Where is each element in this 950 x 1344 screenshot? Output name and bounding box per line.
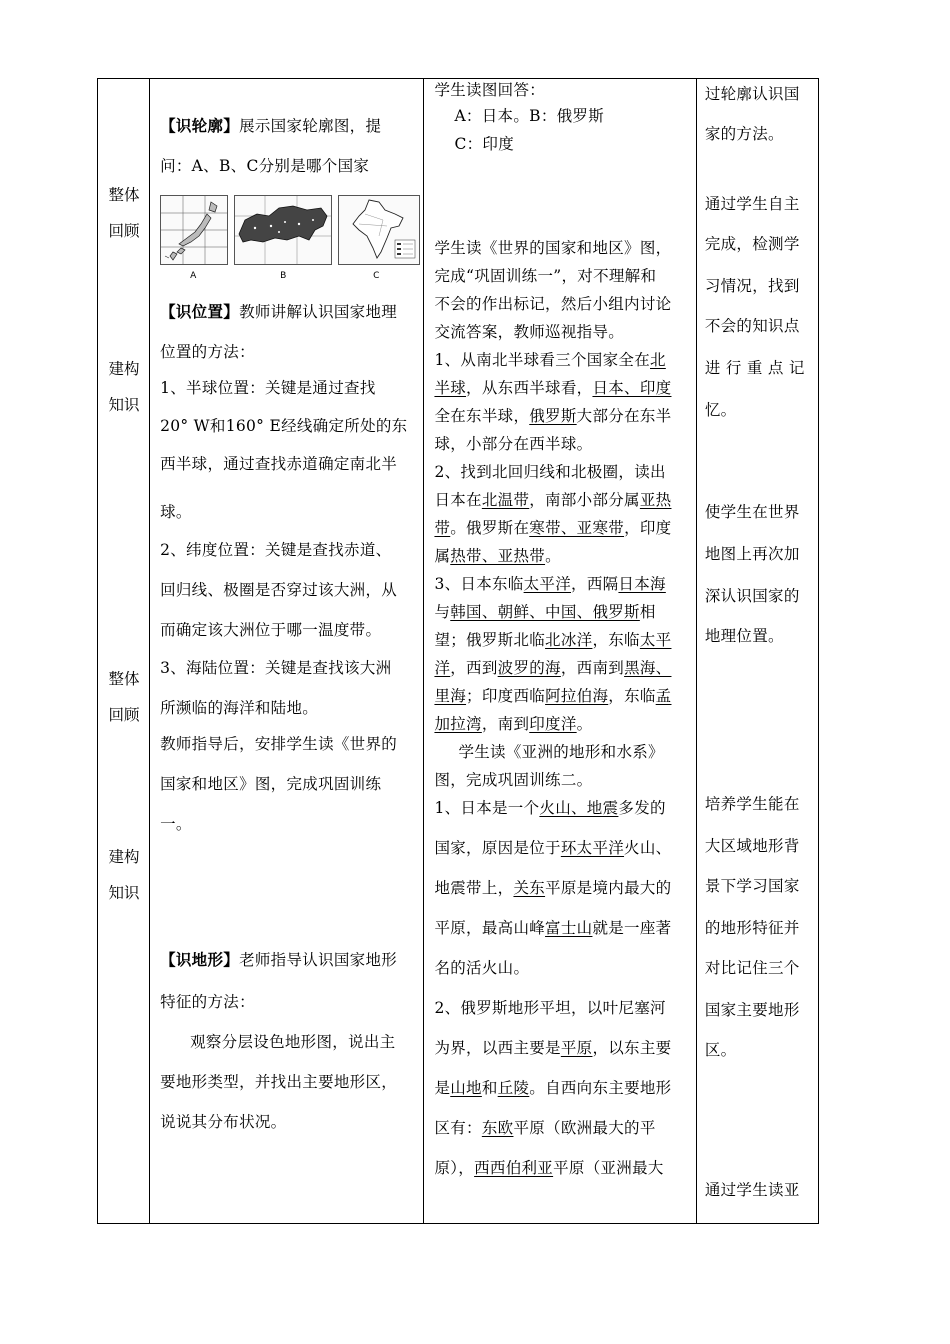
text: 要地形类型，并找出主要地形区， bbox=[160, 1073, 398, 1091]
answer: 亚热 bbox=[639, 491, 672, 509]
answer: 太平 bbox=[639, 631, 672, 649]
stage-label bbox=[98, 839, 150, 911]
stage-text: 整体 bbox=[108, 186, 140, 204]
answer: 洋 bbox=[434, 659, 451, 677]
text: 使学生在世界 bbox=[704, 503, 800, 521]
answer: 里海 bbox=[434, 687, 467, 705]
text: 培养学生能在 bbox=[704, 795, 800, 813]
text: 名的活火山。 bbox=[434, 959, 530, 977]
text: ，东临 bbox=[608, 687, 656, 705]
answer: 环太平洋 bbox=[560, 839, 625, 857]
text: 国家和地区》图，完成巩固训练 bbox=[160, 775, 382, 793]
india-outline-map bbox=[338, 195, 420, 265]
answer: 带 bbox=[434, 519, 451, 537]
text: 平原（欧洲最大的平 bbox=[513, 1119, 656, 1137]
text: 。自西向东主要地形 bbox=[529, 1079, 672, 1097]
text: 2、纬度位置：关键是查找赤道、 bbox=[160, 541, 392, 559]
text: 20° W和160° E经线确定所处的东 bbox=[160, 417, 408, 435]
answer: 黑海、 bbox=[624, 659, 672, 677]
text: ，南到 bbox=[481, 715, 530, 733]
text: 学生读《亚洲的地形和水系》 bbox=[458, 743, 664, 761]
answer: 寒带、亚寒带 bbox=[529, 519, 625, 537]
text: A：日本。B：俄罗斯 bbox=[454, 107, 605, 125]
text: 对比记住三个 bbox=[704, 959, 800, 977]
answer: 印度洋 bbox=[529, 715, 577, 733]
russia-outline-map bbox=[234, 195, 332, 265]
stage-label bbox=[98, 661, 150, 733]
text bbox=[434, 349, 665, 371]
text: 学生读图回答： bbox=[434, 81, 546, 99]
text: ，印度 bbox=[624, 519, 672, 537]
stage-text: 回顾 bbox=[108, 706, 140, 724]
text bbox=[434, 405, 671, 427]
text: 不会的知识点 bbox=[704, 317, 800, 335]
text: 与 bbox=[434, 603, 451, 621]
text bbox=[434, 797, 665, 819]
text: 过轮廓认识国 bbox=[704, 85, 800, 103]
text: 3、海陆位置：关键是查找该大洲 bbox=[160, 659, 392, 677]
answer: 北冰洋 bbox=[545, 631, 593, 649]
answer: 半球 bbox=[434, 379, 467, 397]
stage-text: 知识 bbox=[108, 396, 140, 414]
text: 。俄罗斯在 bbox=[450, 519, 530, 537]
text: 说说其分布状况。 bbox=[160, 1113, 287, 1131]
answer: 北温带 bbox=[481, 491, 530, 509]
table-row bbox=[98, 79, 819, 1224]
text bbox=[434, 877, 671, 899]
text: 日本在 bbox=[434, 491, 482, 509]
text: 地震带上， bbox=[434, 879, 514, 897]
stage-column bbox=[98, 79, 150, 1224]
text bbox=[434, 1077, 671, 1099]
text: 老师指导认识国家地形 bbox=[239, 951, 398, 969]
text: 平原，最高山峰 bbox=[434, 919, 546, 937]
stage-label bbox=[98, 177, 150, 249]
text: 区。 bbox=[704, 1041, 737, 1059]
answer: 加拉湾 bbox=[434, 715, 482, 733]
answer: 丘陵 bbox=[497, 1079, 530, 1097]
text: 2、俄罗斯地形平坦，以叶尼塞河 bbox=[434, 999, 666, 1017]
text: 景下学习国家 bbox=[704, 877, 800, 895]
text: 。 bbox=[576, 715, 593, 733]
text: 展示国家轮廓图，提 bbox=[239, 117, 382, 135]
text: 教师讲解认识国家地理 bbox=[239, 303, 398, 321]
terrain-line bbox=[160, 949, 397, 971]
text: 回归线、极圈是否穿过该大洲，从 bbox=[160, 581, 398, 599]
answer: 波罗的海 bbox=[497, 659, 561, 677]
text: 习情况，找到 bbox=[704, 277, 800, 295]
text: 完成，检测学 bbox=[704, 235, 800, 253]
text: ，西南到 bbox=[560, 659, 625, 677]
text: 通过学生读亚 bbox=[704, 1181, 800, 1199]
text: 教师指导后，安排学生读《世界的 bbox=[160, 735, 398, 753]
stage-text: 建构 bbox=[108, 360, 140, 378]
country-outline-maps bbox=[160, 195, 420, 281]
text: 3、日本东临 bbox=[434, 575, 524, 593]
answer: 日本海 bbox=[618, 575, 666, 593]
text: 地图上再次加 bbox=[704, 545, 800, 563]
text: 2、找到北回归线和北极圈，读出 bbox=[434, 463, 666, 481]
answer: 俄罗斯 bbox=[529, 407, 577, 425]
text bbox=[434, 489, 671, 511]
text: 国家主要地形 bbox=[704, 1001, 800, 1019]
text: 位置的方法： bbox=[160, 343, 255, 361]
answer: 平原 bbox=[560, 1039, 593, 1057]
text: 1、日本是一个 bbox=[434, 799, 540, 817]
text: 观察分层设色地形图，说出主 bbox=[190, 1033, 396, 1051]
stage-text: 建构 bbox=[108, 848, 140, 866]
text: 火山、 bbox=[624, 839, 672, 857]
text bbox=[434, 629, 671, 651]
section-title: 【识轮廓】 bbox=[160, 116, 240, 135]
teacher-activity-column bbox=[150, 79, 424, 1224]
text: 图，完成巩固训练二。 bbox=[434, 771, 593, 789]
student-activity-column bbox=[424, 79, 696, 1224]
text: 问：A、B、C分别是哪个国家 bbox=[160, 157, 370, 175]
outline-line bbox=[160, 115, 381, 137]
text: ，西隔 bbox=[571, 575, 619, 593]
text: 一。 bbox=[160, 815, 192, 833]
text: 特征的方法： bbox=[160, 993, 255, 1011]
answer: 山地 bbox=[450, 1079, 482, 1097]
location-line bbox=[160, 301, 397, 323]
text: 家的方法。 bbox=[704, 125, 784, 143]
text: ，南部小部分属 bbox=[529, 491, 640, 509]
answer: 火山、地震 bbox=[539, 799, 619, 817]
lesson-plan-table bbox=[97, 78, 819, 1224]
text bbox=[434, 1157, 663, 1179]
text: 不会的作出标记，然后小组内讨论 bbox=[434, 295, 672, 313]
text: 属 bbox=[434, 547, 451, 565]
text: 进 行 重 点 记 bbox=[704, 359, 805, 377]
text: 大区域地形背 bbox=[704, 837, 800, 855]
text bbox=[434, 1037, 671, 1059]
text: 多发的 bbox=[618, 799, 666, 817]
text: 为界，以西主要是 bbox=[434, 1039, 561, 1057]
text: 大部分在东半 bbox=[576, 407, 672, 425]
text: 全在东半球， bbox=[434, 407, 530, 425]
text: 平原是境内最大的 bbox=[545, 879, 672, 897]
text bbox=[434, 917, 671, 939]
answer: 韩国、朝鲜、中国、俄罗斯 bbox=[450, 603, 640, 621]
map-label: B bbox=[280, 271, 287, 281]
text: 学生读《世界的国家和地区》图， bbox=[434, 239, 672, 257]
stage-text: 知识 bbox=[108, 884, 140, 902]
text: 和 bbox=[481, 1079, 498, 1097]
answer: 关东 bbox=[513, 879, 546, 897]
stage-text: 整体 bbox=[108, 670, 140, 688]
text: 球。 bbox=[160, 503, 192, 521]
answer: 日本、印度 bbox=[592, 379, 672, 397]
answer: 北 bbox=[650, 351, 666, 369]
text: C：印度 bbox=[454, 135, 514, 153]
text: ，以东主要 bbox=[592, 1039, 672, 1057]
text bbox=[434, 685, 671, 707]
text: 就是一座著 bbox=[592, 919, 672, 937]
text bbox=[434, 517, 671, 539]
text: 1、半球位置：关键是通过查找 bbox=[160, 379, 376, 397]
text: 1、从南北半球看三个国家全在 bbox=[434, 351, 650, 369]
answer: 西西伯利亚 bbox=[474, 1159, 554, 1177]
stage-label bbox=[98, 351, 150, 423]
text bbox=[434, 601, 655, 623]
text: 交流答案，教师巡视指导。 bbox=[434, 323, 625, 341]
text: 深认识国家的 bbox=[704, 587, 800, 605]
answer: 东欧 bbox=[481, 1119, 514, 1137]
answer: 热带、亚热带 bbox=[450, 547, 546, 565]
text: 完成“巩固训练一”，对不理解和 bbox=[434, 267, 657, 285]
text: 相 bbox=[639, 603, 656, 621]
section-title: 【识位置】 bbox=[160, 302, 240, 321]
text: 望；俄罗斯北临 bbox=[434, 631, 546, 649]
text: 平原（亚洲最大 bbox=[553, 1159, 664, 1177]
text: 原）， bbox=[434, 1159, 475, 1177]
text: 而确定该大洲位于哪一温度带。 bbox=[160, 621, 382, 639]
map-label: C bbox=[373, 271, 380, 281]
stage-text: 回顾 bbox=[108, 222, 140, 240]
text: 通过学生自主 bbox=[704, 195, 800, 213]
text bbox=[434, 377, 671, 399]
text: ，从东西半球看， bbox=[466, 379, 593, 397]
answer: 孟 bbox=[655, 687, 672, 705]
design-intent-column bbox=[696, 79, 818, 1224]
text bbox=[434, 1117, 655, 1139]
text: ，东临 bbox=[592, 631, 640, 649]
answer: 富士山 bbox=[545, 919, 593, 937]
text: 西半球，通过查找赤道确定南北半 bbox=[160, 455, 398, 473]
text bbox=[434, 657, 671, 679]
text: 忆。 bbox=[704, 401, 737, 419]
text: 地理位置。 bbox=[704, 627, 784, 645]
map-label: A bbox=[190, 271, 197, 281]
text: 的地形特征并 bbox=[704, 919, 800, 937]
answer: 阿拉伯海 bbox=[545, 687, 609, 705]
text: 所濒临的海洋和陆地。 bbox=[160, 699, 319, 717]
text: 国家，原因是位于 bbox=[434, 839, 561, 857]
text bbox=[434, 837, 671, 859]
section-title: 【识地形】 bbox=[160, 950, 240, 969]
text: 球，小部分在西半球。 bbox=[434, 435, 593, 453]
text: 是 bbox=[434, 1079, 451, 1097]
text bbox=[434, 545, 560, 567]
text: ，西到 bbox=[450, 659, 498, 677]
text bbox=[434, 573, 665, 595]
text: 。 bbox=[545, 547, 561, 565]
text: 区有： bbox=[434, 1119, 482, 1137]
text bbox=[434, 713, 592, 735]
text: ；印度西临 bbox=[466, 687, 546, 705]
japan-outline-map bbox=[160, 195, 228, 265]
answer: 太平洋 bbox=[523, 575, 572, 593]
